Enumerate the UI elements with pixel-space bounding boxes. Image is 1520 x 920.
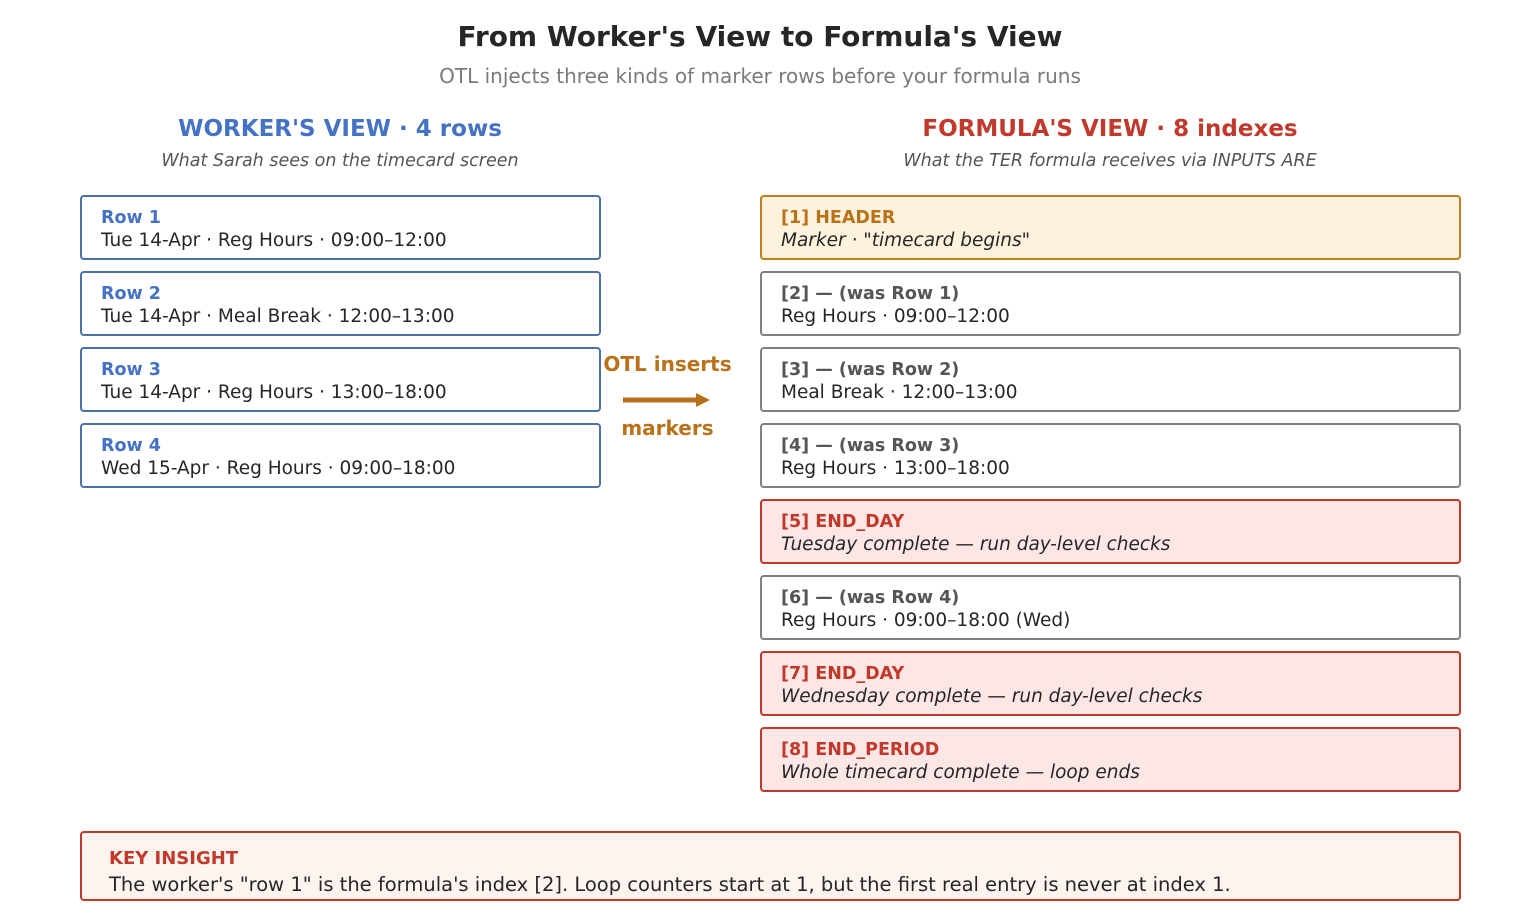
arrow-label-top: OTL inserts — [603, 352, 732, 376]
worker-row-detail: Wed 15-Apr · Reg Hours · 09:00–18:00 — [101, 458, 456, 479]
formula-row-entry — [760, 347, 1461, 412]
formula-row-label: [5] END_DAY — [781, 512, 905, 532]
worker-row — [80, 423, 601, 488]
right-arrow-icon — [620, 388, 716, 412]
formula-view-caption: What the TER formula receives via INPUTS ARE — [903, 151, 1317, 171]
formula-view-heading: FORMULA'S VIEW · 8 indexes — [922, 116, 1298, 142]
formula-row-label: [1] HEADER — [781, 208, 896, 228]
formula-row-detail: Reg Hours · 09:00–18:00 (Wed) — [781, 610, 1071, 631]
formula-row-entry — [760, 575, 1461, 640]
worker-row-detail: Tue 14-Apr · Meal Break · 12:00–13:00 — [101, 306, 455, 327]
worker-row-detail: Tue 14-Apr · Reg Hours · 13:00–18:00 — [101, 382, 447, 403]
formula-row-label: [6] — (was Row 4) — [781, 588, 960, 608]
worker-view-caption: What Sarah sees on the timecard screen — [161, 151, 519, 171]
key-insight-label: KEY INSIGHT — [109, 848, 239, 869]
formula-row-end-day-marker — [760, 651, 1461, 716]
diagram-title: From Worker's View to Formula's View — [457, 20, 1063, 53]
formula-row-header-marker — [760, 195, 1461, 260]
worker-row-label: Row 4 — [101, 436, 161, 456]
arrow-label-bottom: markers — [621, 416, 714, 440]
formula-row-label: [4] — (was Row 3) — [781, 436, 960, 456]
key-insight-box — [80, 831, 1461, 901]
formula-row-end-period-marker — [760, 727, 1461, 792]
worker-row — [80, 347, 601, 412]
formula-row-end-day-marker — [760, 499, 1461, 564]
formula-row-label: [2] — (was Row 1) — [781, 284, 960, 304]
formula-row-detail: Reg Hours · 09:00–12:00 — [781, 306, 1010, 327]
worker-row-label: Row 3 — [101, 360, 161, 380]
formula-row-label: [7] END_DAY — [781, 664, 905, 684]
formula-row-detail: Meal Break · 12:00–13:00 — [781, 382, 1018, 403]
formula-row-detail: Reg Hours · 13:00–18:00 — [781, 458, 1010, 479]
formula-row-detail: Marker · "timecard begins" — [781, 230, 1031, 251]
worker-row — [80, 195, 601, 260]
worker-row-label: Row 1 — [101, 208, 161, 228]
worker-row-detail: Tue 14-Apr · Reg Hours · 09:00–12:00 — [101, 230, 447, 251]
diagram-subtitle: OTL injects three kinds of marker rows before your formula runs — [439, 64, 1081, 88]
worker-row — [80, 271, 601, 336]
key-insight-text: The worker's "row 1" is the formula's index [2]. Loop counters start at 1, but the first real entry is never at index 1. — [109, 873, 1231, 896]
worker-view-heading: WORKER'S VIEW · 4 rows — [178, 116, 502, 142]
formula-row-label: [3] — (was Row 2) — [781, 360, 960, 380]
formula-row-label: [8] END_PERIOD — [781, 740, 940, 760]
formula-row-entry — [760, 423, 1461, 488]
formula-row-detail: Wednesday complete — run day-level checks — [781, 686, 1203, 707]
formula-row-detail: Whole timecard complete — loop ends — [781, 762, 1140, 783]
formula-row-entry — [760, 271, 1461, 336]
worker-row-label: Row 2 — [101, 284, 161, 304]
formula-row-detail: Tuesday complete — run day-level checks — [781, 534, 1171, 555]
